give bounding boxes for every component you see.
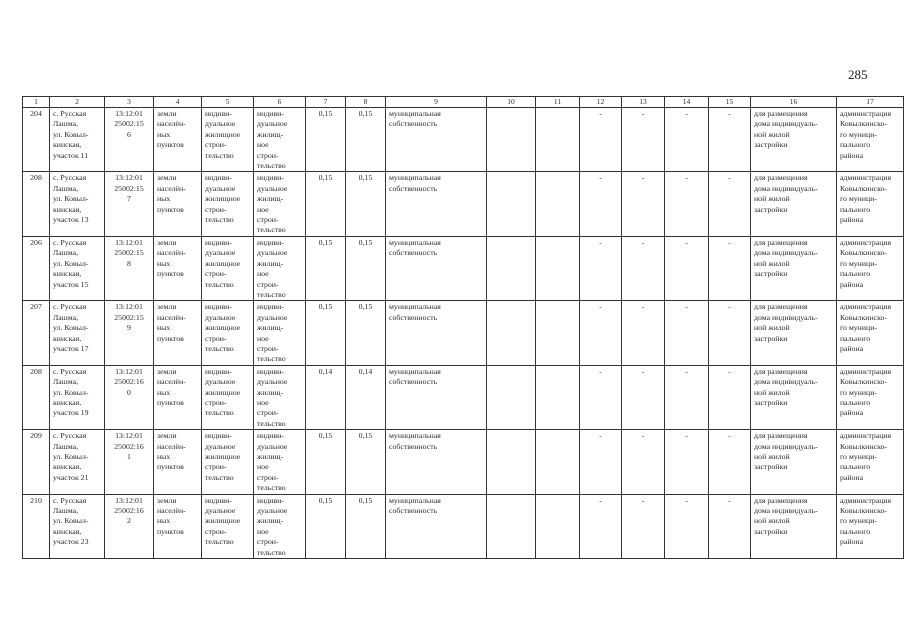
row-number-cell: 208 (23, 365, 50, 429)
header-cell: 2 (50, 97, 105, 108)
land-category-cell: земли населён- ных пунктов (154, 494, 202, 558)
actual-use-cell: индиви- дуальное жилищ- ное строи- тельство (254, 494, 306, 558)
purpose-cell: для размещения дома индивидуаль- ной жилой застройки (751, 494, 837, 558)
cadastral-number-cell: 13:12:01 25002:15 9 (105, 301, 154, 365)
land-category-cell: земли населён- ных пунктов (154, 236, 202, 300)
address-cell: с. Русская Лашма, ул. Ковыл- кинская, участок 17 (50, 301, 105, 365)
table-row (23, 430, 904, 494)
header-cell: 4 (154, 97, 202, 108)
actual-use-cell: индиви- дуальное жилищ- ное строи- тельство (254, 172, 306, 236)
administration-cell: администрация Ковылкинско- го муници- пального района (837, 301, 904, 365)
dash-cell: - (665, 108, 709, 172)
page-number: 285 (848, 67, 868, 82)
land-registry-table (22, 96, 904, 559)
dash-cell: - (580, 108, 622, 172)
area-cell: 0,15 (306, 108, 346, 172)
empty-cell (487, 430, 536, 494)
row-number-cell: 204 (23, 108, 50, 172)
empty-cell (487, 236, 536, 300)
header-cell: 12 (580, 97, 622, 108)
header-cell: 3 (105, 97, 154, 108)
administration-cell: администрация Ковылкинско- го муници- пального района (837, 430, 904, 494)
cadastral-number-cell: 13:12:01 25002:15 6 (105, 108, 154, 172)
address-cell: с. Русская Лашма, ул. Ковыл- кинская, участок 11 (50, 108, 105, 172)
land-category-cell: земли населён- ных пунктов (154, 365, 202, 429)
cadastral-number-cell: 13:12:01 25002:16 1 (105, 430, 154, 494)
ownership-cell: муниципальная собственность (386, 108, 487, 172)
dash-cell: - (622, 494, 665, 558)
empty-cell (536, 494, 580, 558)
empty-cell (536, 236, 580, 300)
dash-cell: - (622, 365, 665, 429)
administration-cell: администрация Ковылкинско- го муници- пального района (837, 172, 904, 236)
dash-cell: - (665, 172, 709, 236)
row-number-cell: 207 (23, 301, 50, 365)
permitted-use-cell: индиви- дуальное жилищное строи- тельство (202, 494, 254, 558)
purpose-cell: для размещения дома индивидуаль- ной жилой застройки (751, 430, 837, 494)
dash-cell: - (665, 494, 709, 558)
dash-cell: - (622, 236, 665, 300)
dash-cell: - (709, 365, 751, 429)
actual-use-cell: индиви- дуальное жилищ- ное строи- тельство (254, 236, 306, 300)
dash-cell: - (580, 172, 622, 236)
cadastral-number-cell: 13:12:01 25002:15 7 (105, 172, 154, 236)
table-row (23, 236, 904, 300)
address-cell: с. Русская Лашма, ул. Ковыл- кинская, участок 23 (50, 494, 105, 558)
header-cell: 17 (837, 97, 904, 108)
dash-cell: - (709, 172, 751, 236)
header-cell: 7 (306, 97, 346, 108)
area-cell: 0,15 (346, 236, 386, 300)
address-cell: с. Русская Лашма, ул. Ковыл- кинская, участок 19 (50, 365, 105, 429)
area-cell: 0,15 (306, 301, 346, 365)
actual-use-cell: индиви- дуальное жилищ- ное строи- тельство (254, 430, 306, 494)
land-category-cell: земли населён- ных пунктов (154, 172, 202, 236)
dash-cell: - (622, 108, 665, 172)
ownership-cell: муниципальная собственность (386, 301, 487, 365)
area-cell: 0,15 (346, 172, 386, 236)
permitted-use-cell: индиви- дуальное жилищное строи- тельство (202, 365, 254, 429)
permitted-use-cell: индиви- дуальное жилищное строи- тельство (202, 430, 254, 494)
dash-cell: - (665, 236, 709, 300)
area-cell: 0,15 (306, 236, 346, 300)
table-row (23, 365, 904, 429)
empty-cell (487, 301, 536, 365)
column-number-header (23, 97, 904, 108)
header-cell: 9 (386, 97, 487, 108)
empty-cell (536, 172, 580, 236)
ownership-cell: муниципальная собственность (386, 236, 487, 300)
dash-cell: - (709, 108, 751, 172)
empty-cell (487, 172, 536, 236)
cadastral-number-cell: 13:12:01 25002:15 8 (105, 236, 154, 300)
administration-cell: администрация Ковылкинско- го муници- пального района (837, 494, 904, 558)
table-row (23, 172, 904, 236)
table-row (23, 108, 904, 172)
header-cell: 14 (665, 97, 709, 108)
area-cell: 0,15 (346, 430, 386, 494)
permitted-use-cell: индиви- дуальное жилищное строи- тельство (202, 172, 254, 236)
row-number-cell: 206 (23, 236, 50, 300)
actual-use-cell: индиви- дуальное жилищ- ное строи- тельство (254, 301, 306, 365)
dash-cell: - (709, 301, 751, 365)
dash-cell: - (709, 494, 751, 558)
dash-cell: - (580, 430, 622, 494)
ownership-cell: муниципальная собственность (386, 172, 487, 236)
row-number-cell: 208 (23, 172, 50, 236)
header-cell: 16 (751, 97, 837, 108)
permitted-use-cell: индиви- дуальное жилищное строи- тельство (202, 108, 254, 172)
header-cell: 6 (254, 97, 306, 108)
address-cell: с. Русская Лашма, ул. Ковыл- кинская, участок 21 (50, 430, 105, 494)
area-cell: 0,14 (346, 365, 386, 429)
empty-cell (536, 301, 580, 365)
land-category-cell: земли населён- ных пунктов (154, 430, 202, 494)
empty-cell (536, 108, 580, 172)
area-cell: 0,15 (346, 494, 386, 558)
dash-cell: - (665, 301, 709, 365)
area-cell: 0,14 (306, 365, 346, 429)
header-cell: 15 (709, 97, 751, 108)
address-cell: с. Русская Лашма, ул. Ковыл- кинская, участок 15 (50, 236, 105, 300)
land-category-cell: земли населён- ных пунктов (154, 108, 202, 172)
administration-cell: администрация Ковылкинско- го муници- пального района (837, 108, 904, 172)
empty-cell (487, 365, 536, 429)
dash-cell: - (622, 172, 665, 236)
cadastral-number-cell: 13:12:01 25002:16 0 (105, 365, 154, 429)
header-cell: 13 (622, 97, 665, 108)
table-row (23, 494, 904, 558)
dash-cell: - (709, 236, 751, 300)
ownership-cell: муниципальная собственность (386, 494, 487, 558)
empty-cell (536, 365, 580, 429)
purpose-cell: для размещения дома индивидуаль- ной жилой застройки (751, 301, 837, 365)
table-row (23, 301, 904, 365)
header-cell: 5 (202, 97, 254, 108)
address-cell: с. Русская Лашма, ул. Ковыл- кинская, участок 13 (50, 172, 105, 236)
header-cell: 8 (346, 97, 386, 108)
purpose-cell: для размещения дома индивидуаль- ной жилой застройки (751, 365, 837, 429)
dash-cell: - (665, 430, 709, 494)
ownership-cell: муниципальная собственность (386, 430, 487, 494)
row-number-cell: 210 (23, 494, 50, 558)
area-cell: 0,15 (346, 108, 386, 172)
permitted-use-cell: индиви- дуальное жилищное строи- тельство (202, 236, 254, 300)
header-cell: 10 (487, 97, 536, 108)
cadastral-number-cell: 13:12:01 25002:16 2 (105, 494, 154, 558)
empty-cell (536, 430, 580, 494)
dash-cell: - (622, 301, 665, 365)
dash-cell: - (580, 365, 622, 429)
area-cell: 0,15 (346, 301, 386, 365)
permitted-use-cell: индиви- дуальное жилищное строи- тельство (202, 301, 254, 365)
dash-cell: - (622, 430, 665, 494)
header-cell: 11 (536, 97, 580, 108)
dash-cell: - (709, 430, 751, 494)
empty-cell (487, 108, 536, 172)
actual-use-cell: индиви- дуальное жилищ- ное строи- тельство (254, 365, 306, 429)
dash-cell: - (665, 365, 709, 429)
area-cell: 0,15 (306, 494, 346, 558)
land-category-cell: земли населён- ных пунктов (154, 301, 202, 365)
area-cell: 0,15 (306, 430, 346, 494)
purpose-cell: для размещения дома индивидуаль- ной жилой застройки (751, 172, 837, 236)
administration-cell: администрация Ковылкинско- го муници- пального района (837, 365, 904, 429)
purpose-cell: для размещения дома индивидуаль- ной жилой застройки (751, 236, 837, 300)
dash-cell: - (580, 494, 622, 558)
area-cell: 0,15 (306, 172, 346, 236)
actual-use-cell: индиви- дуальное жилищ- ное строи- тельство (254, 108, 306, 172)
dash-cell: - (580, 236, 622, 300)
row-number-cell: 209 (23, 430, 50, 494)
header-cell: 1 (23, 97, 50, 108)
administration-cell: администрация Ковылкинско- го муници- пального района (837, 236, 904, 300)
ownership-cell: муниципальная собственность (386, 365, 487, 429)
purpose-cell: для размещения дома индивидуаль- ной жилой застройки (751, 108, 837, 172)
dash-cell: - (580, 301, 622, 365)
empty-cell (487, 494, 536, 558)
